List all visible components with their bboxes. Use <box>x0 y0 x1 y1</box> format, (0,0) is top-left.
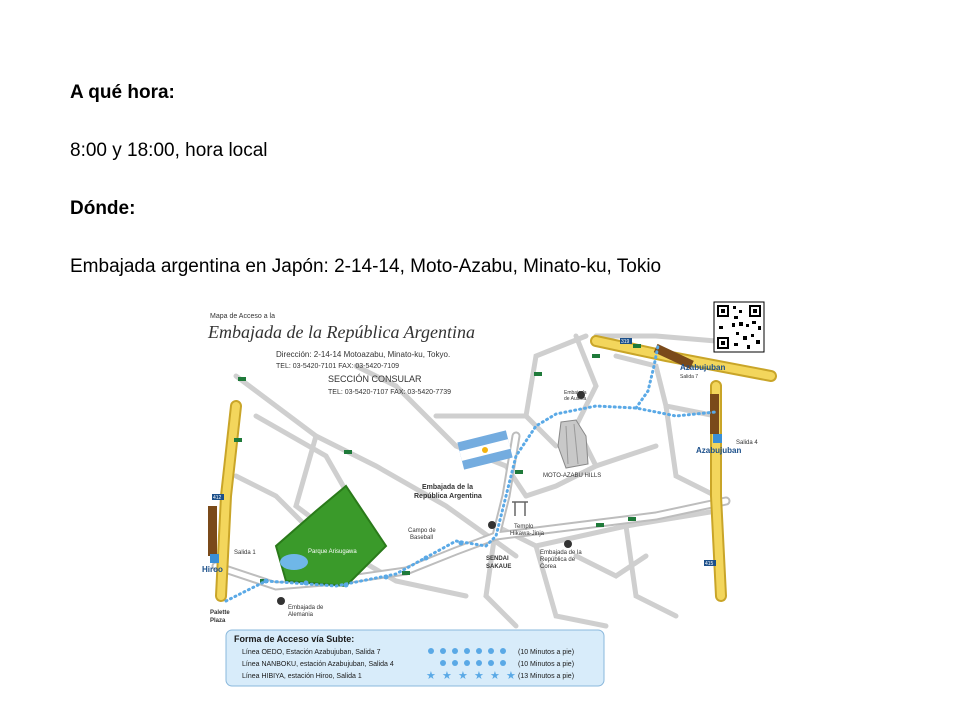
azabujuban-station-bar <box>710 394 719 434</box>
svg-text:★: ★ <box>458 669 468 682</box>
route-415-label: 415 <box>705 561 714 567</box>
hiroo-label: Hiroo <box>202 565 223 574</box>
corea-label-3: Corea <box>540 564 557 570</box>
austria-label-2: de Austria <box>564 396 587 402</box>
moto-azabu-hills-building <box>558 420 588 468</box>
park-area <box>276 486 386 586</box>
svg-text:★: ★ <box>474 669 484 682</box>
svg-text:★: ★ <box>506 669 516 682</box>
legend-row-2-time: (10 Minutos a pie) <box>518 661 575 668</box>
alemania-label-2: Alemania <box>288 612 314 618</box>
legend-title: Forma de Acceso vía Subte: <box>234 634 355 644</box>
campo-label-2: Baseball <box>410 535 434 541</box>
map-header-small: Mapa de Acceso a la <box>210 313 275 320</box>
svg-text:★: ★ <box>426 669 436 682</box>
legend-row-1-text: Línea OEDO, Estación Azabujuban, Salida 7 <box>242 649 381 656</box>
park-label: Parque Arisugawa <box>308 549 357 555</box>
azabujuban-right-label: Azabujuban <box>696 446 742 455</box>
route-319-label: 319 <box>621 339 630 345</box>
qr-code-icon <box>714 302 764 352</box>
map-address: Dirección: 2-14-14 Motoazabu, Minato-ku, Tokyo. <box>276 350 451 359</box>
corea-label-1: Embajada de la <box>540 550 582 556</box>
moto-azabu-hills-label: MOTO-AZABU HILLS <box>543 473 602 479</box>
austria-label-1: Embajada <box>564 390 587 396</box>
salida4-label: Salida 4 <box>736 440 758 446</box>
svg-text:★: ★ <box>442 669 452 682</box>
corea-label-2: República de <box>540 557 576 563</box>
azabujuban-top-label: Azabujuban <box>680 363 726 372</box>
alemania-label-1: Embajada de <box>288 605 324 611</box>
embassy-label-line2: República Argentina <box>414 493 482 500</box>
embassy-label-line1: Embajada de la <box>422 484 473 491</box>
legend-row-1-time: (10 Minutos a pie) <box>518 649 575 656</box>
torii-icon <box>512 502 528 516</box>
route-412-label: 412 <box>213 495 222 501</box>
templo-label-2: Hikawa-Jinja <box>510 531 545 537</box>
legend-row-3-text: Línea HIBIYA, estación Hiroo, Salida 1 <box>242 673 362 680</box>
consular-heading: SECCIÓN CONSULAR <box>328 374 422 384</box>
legend-row-2-text: Línea NANBOKU, estación Azabujuban, Salida 4 <box>242 661 394 668</box>
sendai-label-2: SAKAUE <box>486 564 512 570</box>
access-map <box>196 296 780 688</box>
where-heading: Dónde: <box>70 198 136 219</box>
palette-label-1: Palette <box>210 610 230 616</box>
where-text: Embajada argentina en Japón: 2-14-14, Moto-Azabu, Minato-ku, Tokio <box>70 256 662 277</box>
salida7-label: Salida 7 <box>680 374 699 380</box>
when-heading: A qué hora: <box>70 82 175 103</box>
palette-label-2: Plaza <box>210 618 226 624</box>
park-pond <box>280 554 308 570</box>
when-text: 8:00 y 18:00, hora local <box>70 140 268 161</box>
svg-text:★: ★ <box>490 669 500 682</box>
hiroo-station-bar <box>208 506 217 556</box>
sendai-label-1: SENDAI <box>486 556 509 562</box>
templo-label-1: Templo <box>514 524 534 530</box>
salida1-label: Salida 1 <box>234 550 256 556</box>
legend-row-3-time: (13 Minutos a pie) <box>518 673 575 680</box>
map-tel-fax: TEL: 03-5420-7101 FAX: 03-5420-7109 <box>276 363 399 370</box>
map-title: Embajada de la República Argentina <box>208 322 475 342</box>
consular-tel-fax: TEL: 03-5420-7107 FAX: 03-5420-7739 <box>328 389 451 396</box>
campo-label-1: Campo de <box>408 528 436 534</box>
